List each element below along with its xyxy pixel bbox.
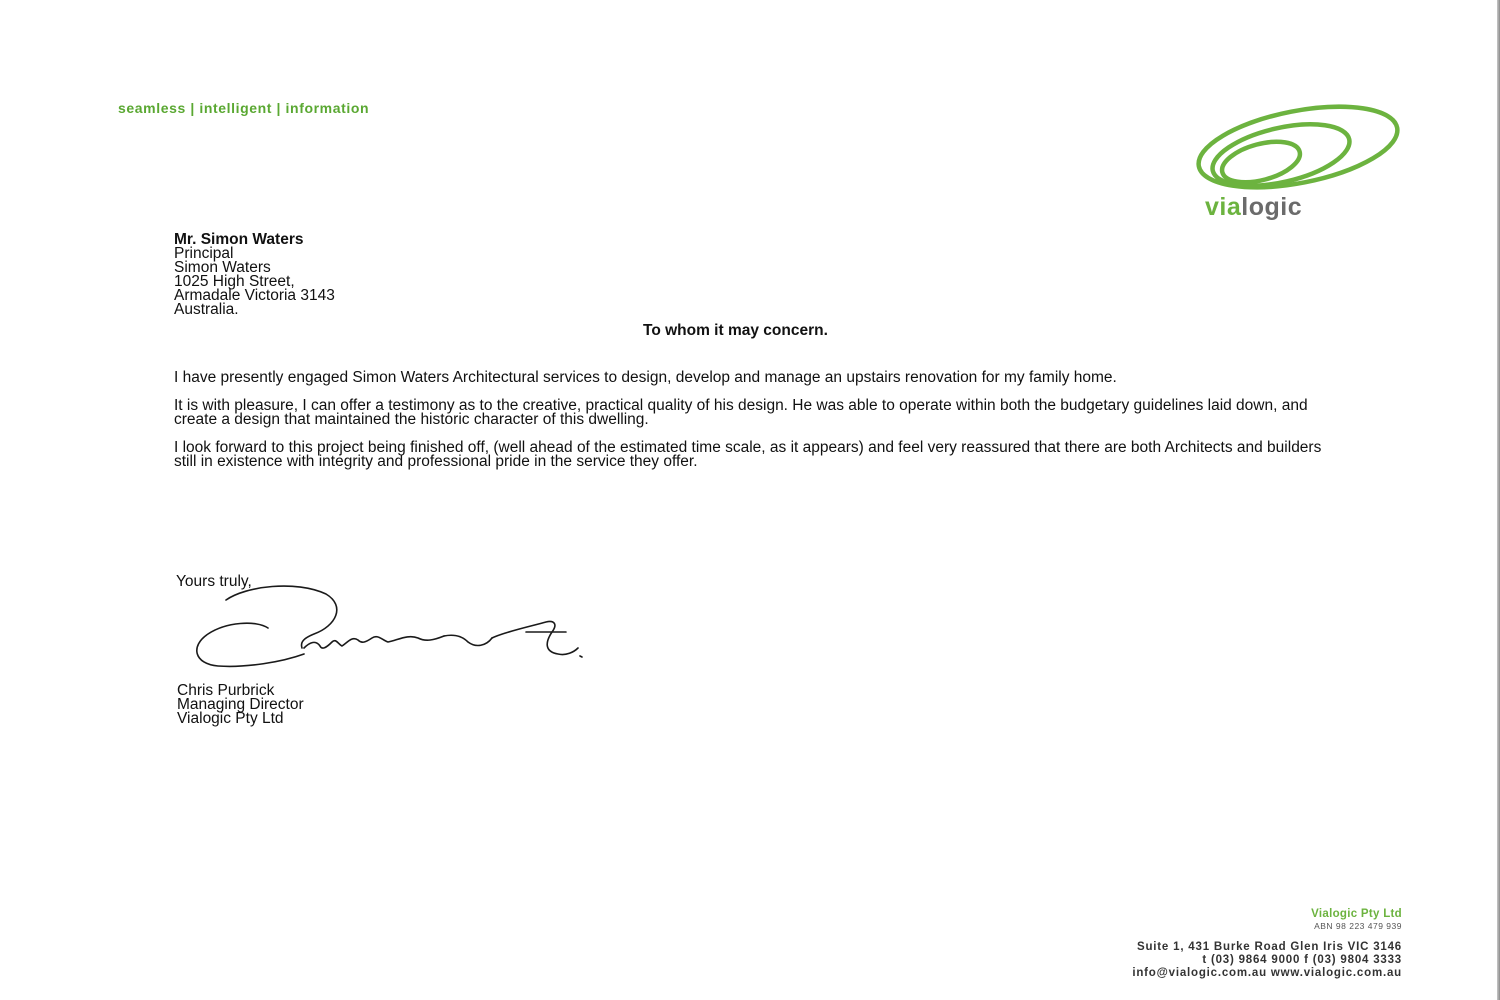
- footer-phone-fax: t (03) 9864 9000 f (03) 9804 3333: [1202, 954, 1402, 966]
- wordmark-via: via: [1205, 193, 1242, 221]
- body-paragraph: It is with pleasure, I can offer a testimony as to the creative, practical quality of his design. He was able to operate within both the budgetary guidelines laid down, and create a design that maintained the historic character of this dwelling.: [174, 397, 1308, 428]
- recipient-name: Mr. Simon Waters: [174, 231, 304, 248]
- footer-address: Suite 1, 431 Burke Road Glen Iris VIC 3146: [1137, 941, 1402, 953]
- closing-line: Yours truly,: [176, 573, 252, 590]
- recipient-line: 1025 High Street,: [174, 273, 295, 290]
- wordmark-logic: logic: [1241, 193, 1303, 221]
- recipient-line: Simon Waters: [174, 259, 271, 276]
- vialogic-logo: [1195, 100, 1405, 225]
- signer-block: [177, 684, 304, 726]
- footer-web: info@vialogic.com.au www.vialogic.com.au: [1132, 967, 1402, 979]
- vialogic-swirl-logo-icon: [1195, 100, 1405, 200]
- signer-company: Vialogic Pty Ltd: [177, 710, 284, 727]
- body-paragraph: I have presently engaged Simon Waters Architectural services to design, develop and manage an upstairs renovation for my family home.: [174, 369, 1117, 386]
- recipient-line: Principal: [174, 245, 234, 262]
- letterhead-footer: [1132, 908, 1402, 980]
- footer-company: Vialogic Pty Ltd: [1311, 908, 1402, 920]
- recipient-line: Armadale Victoria 3143: [174, 287, 335, 304]
- signer-name: Chris Purbrick: [177, 682, 275, 699]
- recipient-address-block: [174, 233, 335, 317]
- salutation: To whom it may concern.: [643, 322, 828, 339]
- signer-title: Managing Director: [177, 696, 304, 713]
- recipient-line: Australia.: [174, 301, 239, 318]
- footer-abn: ABN 98 223 479 939: [1314, 921, 1402, 931]
- letter-body: [174, 371, 1334, 483]
- handwritten-signature-icon: [186, 582, 596, 677]
- body-paragraph: I look forward to this project being finished off, (well ahead of the estimated time scale, as it appears) and feel very reassured that there are both Architects and builders still in existence with integrity and professional pride in the service they offer.: [174, 439, 1322, 470]
- letterhead-tagline: seamless | intelligent | information: [118, 100, 370, 116]
- vialogic-wordmark: [1205, 193, 1302, 222]
